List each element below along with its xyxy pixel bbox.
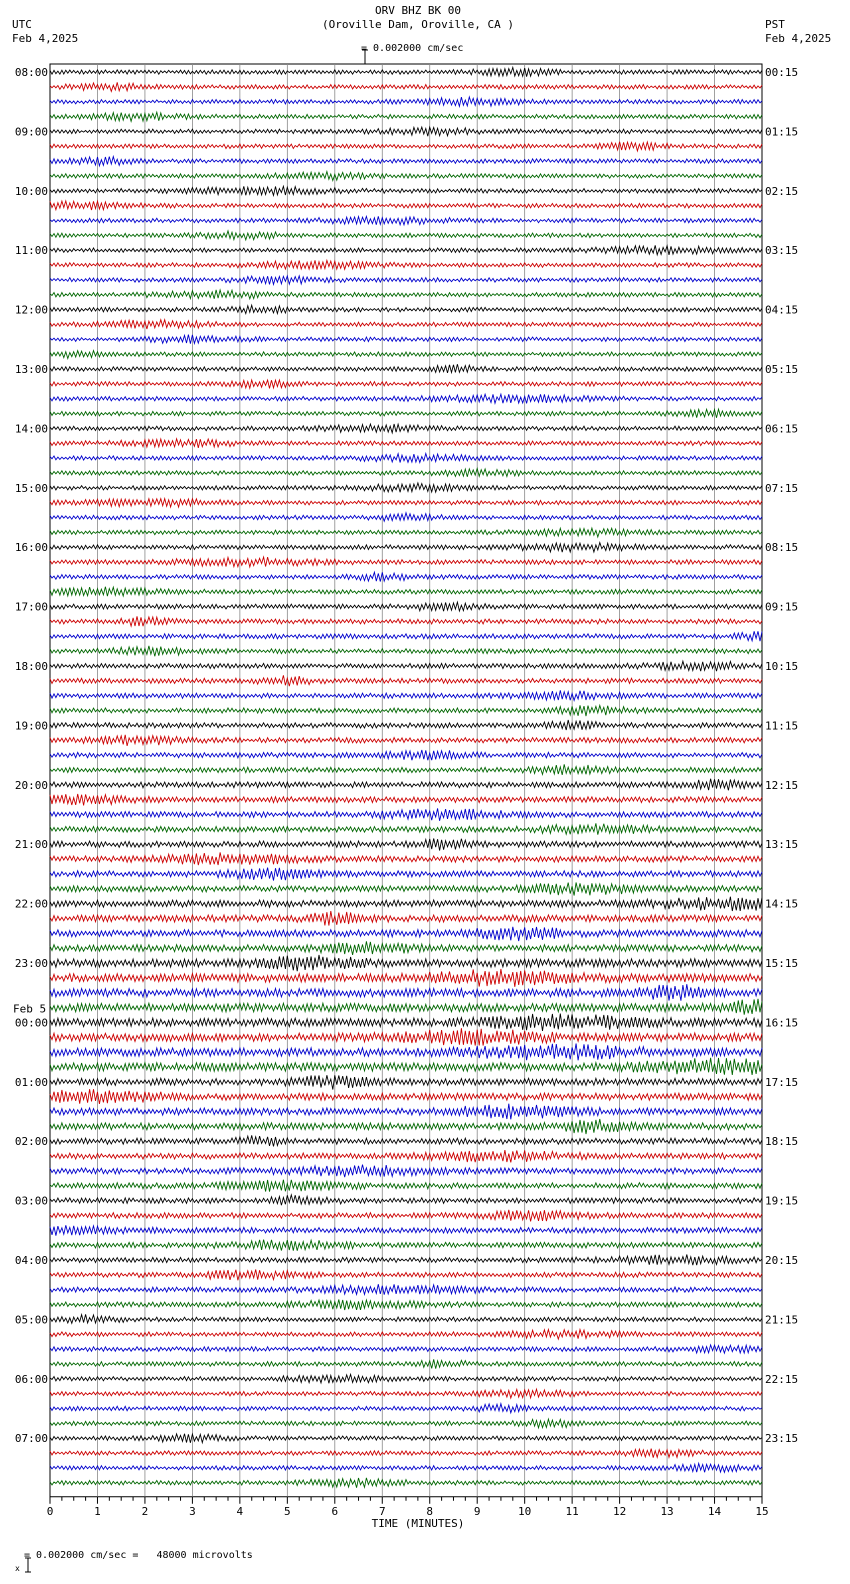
- pst-hour-label: 08:15: [765, 541, 799, 555]
- pst-hour-label: 06:15: [765, 422, 799, 436]
- utc-hour-label: 11:00: [14, 244, 48, 258]
- seismic-trace: [50, 969, 762, 987]
- seismic-trace: [50, 911, 762, 926]
- seismic-trace: [50, 1389, 762, 1398]
- seismic-trace: [50, 868, 762, 881]
- pst-hour-label: 09:15: [765, 600, 799, 614]
- seismic-trace: [50, 276, 762, 285]
- seismic-trace: [50, 675, 762, 686]
- utc-hour-label: 20:00: [14, 778, 48, 792]
- seismic-trace: [50, 380, 762, 388]
- seismic-trace: [50, 439, 762, 448]
- utc-hour-label: 04:00: [14, 1254, 48, 1267]
- seismic-trace: [50, 142, 762, 151]
- utc-hour-label: 12:00: [14, 303, 48, 317]
- utc-hour-label: 07:00: [14, 1432, 48, 1446]
- utc-hour-label: 02:00: [14, 1135, 48, 1149]
- seismic-trace: [50, 1255, 762, 1266]
- seismic-trace: [50, 1044, 762, 1061]
- x-tick-label: 14: [707, 1504, 722, 1518]
- x-tick-label: 0: [46, 1504, 54, 1518]
- seismic-trace: [50, 513, 762, 521]
- utc-hour-label: 23:00: [14, 957, 48, 970]
- seismic-trace: [50, 127, 762, 136]
- seismic-trace: [50, 1119, 762, 1134]
- seismic-trace: [50, 587, 762, 596]
- utc-hour-label: 10:00: [14, 184, 48, 198]
- utc-hour-label: 16:00: [14, 541, 48, 555]
- seismic-trace: [50, 260, 762, 269]
- seismic-trace: [50, 602, 762, 611]
- seismic-trace: [50, 97, 762, 106]
- pst-hour-label: 13:15: [765, 838, 799, 852]
- x-tick-label: 5: [284, 1504, 291, 1518]
- pst-hour-label: 07:15: [765, 481, 799, 495]
- x-tick-label: 8: [426, 1504, 434, 1518]
- seismic-trace: [50, 1075, 762, 1089]
- svg-text:x: x: [15, 1564, 21, 1573]
- seismic-trace: [50, 1449, 762, 1458]
- seismic-trace: [50, 823, 762, 834]
- seismic-trace: [50, 999, 762, 1015]
- seismic-trace: [50, 897, 762, 911]
- utc-hour-label: 18:00: [14, 660, 48, 673]
- x-tick-label: 7: [378, 1504, 386, 1518]
- seismic-trace: [50, 1150, 762, 1162]
- seismic-trace: [50, 1089, 762, 1104]
- seismic-trace: [50, 305, 762, 313]
- pst-hour-label: 02:15: [765, 184, 799, 198]
- seismic-trace: [50, 320, 762, 329]
- utc-hour-label: 22:00: [14, 897, 48, 911]
- seismic-trace: [50, 750, 762, 760]
- seismic-trace: [50, 883, 762, 896]
- seismogram-traces: [50, 67, 762, 1487]
- pst-hour-label: 18:15: [765, 1135, 799, 1149]
- seismic-trace: [50, 572, 762, 581]
- seismic-trace: [50, 631, 762, 641]
- seismic-trace: [50, 290, 762, 299]
- seismic-trace: [50, 735, 762, 746]
- pst-hour-label: 21:15: [765, 1313, 799, 1327]
- utc-hour-label: 14:00: [14, 422, 48, 436]
- seismic-trace: [50, 528, 762, 537]
- pst-hour-label: 19:15: [765, 1194, 799, 1208]
- seismic-trace: [50, 927, 762, 941]
- footer-scale-icon: [2, 1545, 22, 1573]
- seismic-trace: [50, 454, 762, 463]
- seismic-trace: [50, 468, 762, 476]
- station-title: ORV BHZ BK 00: [374, 4, 462, 17]
- pst-hour-label: 15:15: [765, 957, 799, 970]
- x-tick-label: 6: [331, 1504, 339, 1518]
- utc-hour-label: 06:00: [14, 1372, 48, 1386]
- utc-hour-label: 08:00: [14, 66, 48, 79]
- seismic-trace: [50, 201, 762, 210]
- seismic-trace: [50, 1345, 762, 1353]
- seismic-trace: [50, 1330, 762, 1340]
- x-tick-label: 13: [660, 1504, 674, 1518]
- seismic-trace: [50, 351, 762, 359]
- seismic-trace: [50, 764, 762, 775]
- pst-hour-label: 10:15: [765, 660, 799, 673]
- seismic-trace: [50, 543, 762, 553]
- seismic-trace: [50, 1135, 762, 1146]
- seismic-trace: [50, 1359, 762, 1368]
- utc-date: Feb 4,2025: [12, 32, 79, 45]
- pst-date: Feb 4,2025: [765, 32, 832, 45]
- utc-hour-label: 21:00: [14, 838, 48, 852]
- seismic-trace: [50, 1478, 762, 1488]
- seismic-trace: [50, 82, 762, 91]
- pst-hour-label: 12:15: [765, 778, 799, 792]
- x-tick-label: 1: [94, 1504, 101, 1518]
- seismic-trace: [50, 646, 762, 656]
- pst-hour-label: 17:15: [765, 1075, 799, 1089]
- seismic-trace: [50, 157, 762, 166]
- utc-hour-label: 17:00: [14, 600, 48, 614]
- seismic-trace: [50, 955, 762, 971]
- x-tick-label: 3: [189, 1504, 196, 1518]
- utc-hour-label: 13:00: [14, 363, 48, 376]
- x-tick-label: 10: [518, 1504, 532, 1518]
- seismic-trace: [50, 1463, 762, 1472]
- seismic-trace: [50, 335, 762, 344]
- utc-hour-label: 15:00: [14, 481, 48, 495]
- seismic-trace: [50, 720, 762, 730]
- x-tick-label: 15: [755, 1504, 769, 1518]
- seismic-trace: [50, 941, 762, 955]
- seismic-trace: [50, 424, 762, 433]
- seismic-trace: [50, 499, 762, 508]
- seismic-trace: [50, 984, 762, 1001]
- utc-hour-label: 00:00: [14, 1016, 48, 1030]
- utc-hour-label: 09:00: [14, 125, 48, 139]
- seismic-trace: [50, 1165, 762, 1178]
- x-axis-label: TIME (MINUTES): [371, 1516, 465, 1530]
- pst-hour-label: 22:15: [765, 1372, 799, 1386]
- seismic-trace: [50, 1180, 762, 1192]
- seismic-trace: [50, 779, 762, 791]
- seismic-trace: [50, 231, 762, 240]
- seismic-trace: [50, 1240, 762, 1251]
- seismic-trace: [50, 172, 762, 181]
- utc-hour-label: 19:00: [14, 719, 48, 733]
- pst-hour-label: 20:15: [765, 1254, 799, 1267]
- seismic-trace: [50, 705, 762, 716]
- pst-hour-label: 16:15: [765, 1016, 799, 1030]
- seismic-trace: [50, 690, 762, 700]
- seismic-trace: [50, 1374, 762, 1383]
- seismic-trace: [50, 808, 762, 820]
- seismic-trace: [50, 394, 762, 403]
- pst-hour-label: 00:15: [765, 66, 799, 79]
- scale-label: = 0.002000 cm/sec: [361, 43, 464, 54]
- x-tick-label: 12: [612, 1504, 627, 1518]
- pst-hour-label: 04:15: [765, 303, 799, 317]
- seismic-trace: [50, 1434, 762, 1443]
- seismic-trace: [50, 794, 762, 805]
- seismic-trace: [50, 616, 762, 626]
- seismic-trace: [50, 364, 762, 373]
- seismic-trace: [50, 1300, 762, 1311]
- seismic-trace: [50, 557, 762, 567]
- seismic-trace: [50, 839, 762, 851]
- pst-hour-label: 14:15: [765, 897, 799, 911]
- seismic-trace: [50, 1195, 762, 1205]
- utc-hour-label: 01:00: [14, 1075, 48, 1089]
- utc-hour-label: 05:00: [14, 1313, 48, 1327]
- seismic-trace: [50, 1404, 762, 1413]
- seismic-trace: [50, 1419, 762, 1428]
- x-tick-label: 4: [236, 1504, 244, 1518]
- pst-hour-label: 03:15: [765, 244, 799, 258]
- seismic-trace: [50, 1210, 762, 1222]
- seismic-trace: [50, 661, 762, 671]
- seismic-trace: [50, 1058, 762, 1075]
- station-location: (Oroville Dam, Oroville, CA ): [321, 18, 515, 31]
- seismic-trace: [50, 852, 762, 865]
- pst-hour-label: 23:15: [765, 1432, 799, 1446]
- time-axis: [47, 1497, 769, 1530]
- seismic-trace: [50, 1028, 762, 1045]
- seismic-trace: [50, 1225, 762, 1235]
- seismic-trace: [50, 409, 762, 418]
- date-change-label: Feb 5: [13, 1002, 47, 1016]
- seismic-trace: [50, 1104, 762, 1120]
- seismic-trace: [50, 112, 762, 121]
- seismic-trace: [50, 186, 762, 195]
- x-tick-label: 11: [565, 1504, 579, 1518]
- utc-label: UTC: [12, 18, 32, 31]
- seismic-trace: [50, 1284, 762, 1295]
- seismic-trace: [50, 67, 762, 76]
- x-tick-label: 2: [141, 1504, 149, 1518]
- x-tick-label: 9: [473, 1504, 481, 1518]
- footer-scale-note: = 0.002000 cm/sec = 48000 microvolts: [24, 1550, 253, 1561]
- pst-hour-label: 05:15: [765, 363, 799, 376]
- utc-hour-label: 03:00: [14, 1194, 48, 1208]
- seismic-trace: [50, 216, 762, 224]
- pst-hour-label: 01:15: [765, 125, 799, 139]
- pst-hour-label: 11:15: [765, 719, 799, 733]
- seismic-trace: [50, 483, 762, 492]
- pst-label: PST: [765, 18, 785, 31]
- seismic-trace: [50, 1014, 762, 1031]
- seismic-trace: [50, 1314, 762, 1323]
- seismic-trace: [50, 1270, 762, 1281]
- seismic-trace: [50, 245, 762, 255]
